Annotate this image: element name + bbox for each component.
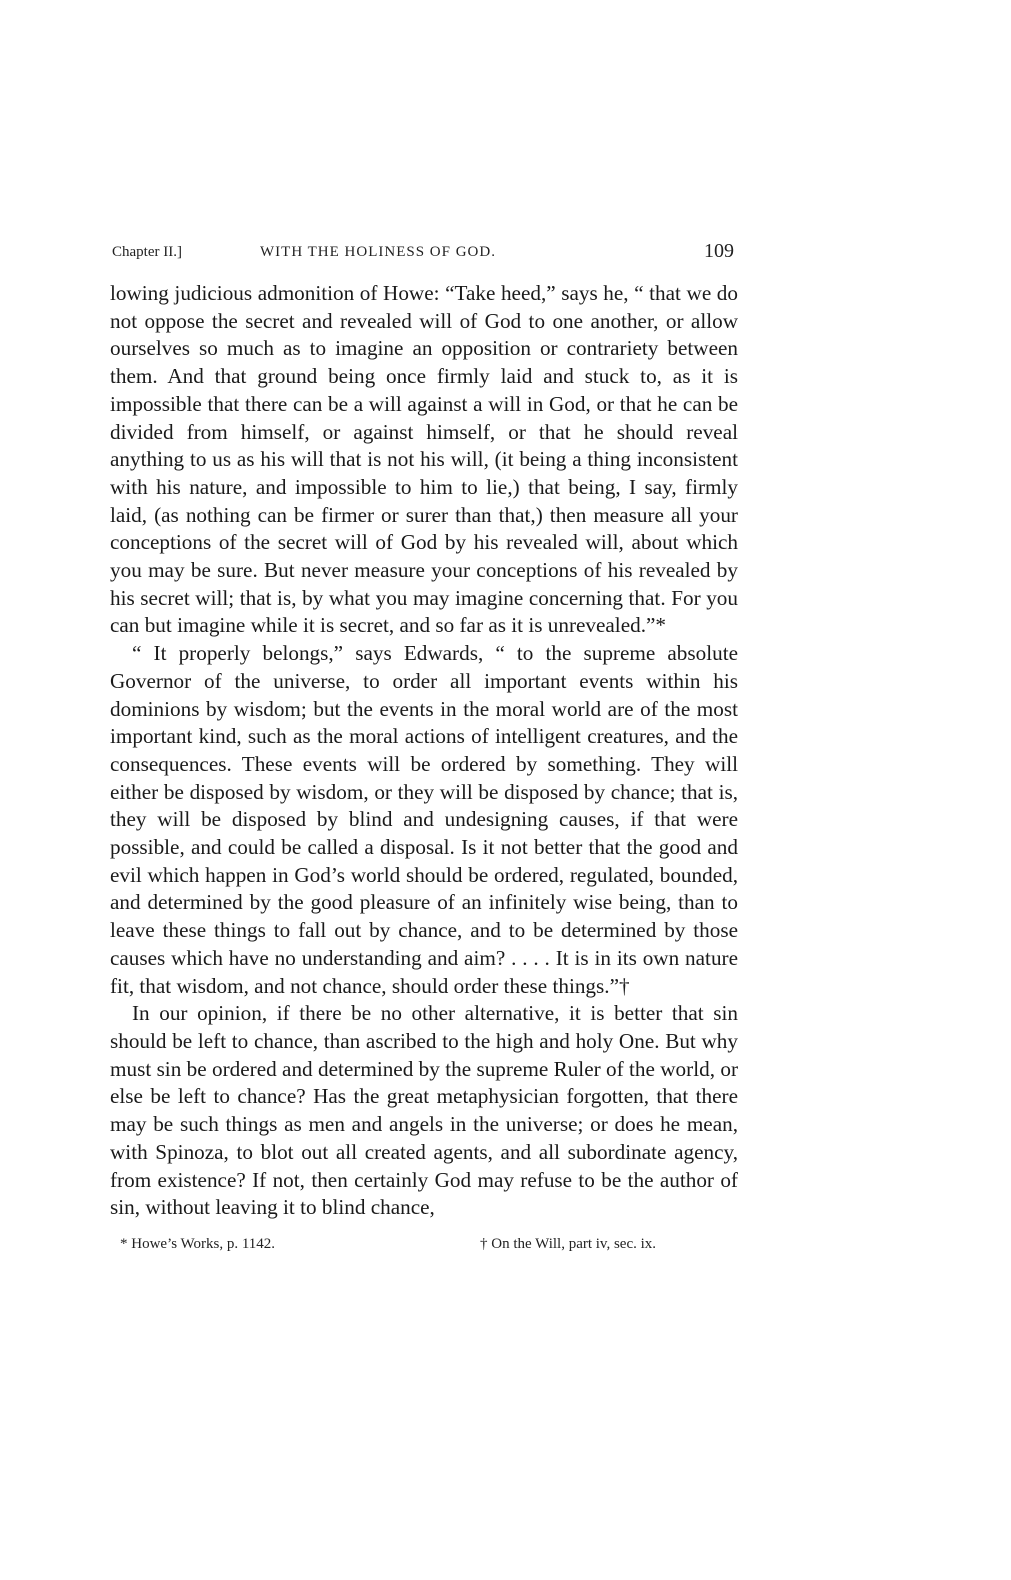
- paragraph-2: “ It properly belongs,” says Edwards, “ to the supreme absolute Governor of the universe, to order all important events within his dominions by wisdom; but the events in the moral world are of the most important kind, such as the moral actions of intelligent creatures, and the consequences. These events will be ordered by something. They will either be disposed by wisdom, or they will be disposed by chance; that is, they will be disposed by blind and undesigning causes, if that were possible, and could be called a disposal. Is it not better that the good and evil which happen in God’s world should be ordered, regulated, bounded, and determined by the good pleasure of an infinitely wise being, than to leave these things to fall out by chance, and to be determined by those causes which have no understanding and aim? . . . . It is in its own nature fit, that wisdom, and not chance, should order these things.”†: [110, 641, 738, 998]
- footnotes: [110, 1236, 738, 1258]
- body-text: [110, 280, 738, 1222]
- paragraph-3: In our opinion, if there be no other alternative, it is better that sin should be left to chance, than ascribed to the high and holy One. But why must sin be ordered and determined by the supreme Ruler of the world, or else be left to chance? Has the great metaphysician forgotten, that there may be such things as men and angels in the universe; or does he mean, with Spinoza, to blot out all created agents, and all subordinate agency, from existence? If not, then certainly God may refuse to be the author of sin, without leaving it to blind chance,: [110, 1001, 738, 1220]
- chapter-label: Chapter II.]: [112, 244, 182, 260]
- footnote-1: * Howe’s Works, p. 1142.: [120, 1235, 276, 1252]
- running-head: [110, 240, 738, 266]
- footnote-2: † On the Will, part iv, sec. ix.: [480, 1235, 657, 1252]
- running-title: WITH THE HOLINESS OF GOD.: [260, 244, 496, 260]
- page-number: 109: [704, 240, 734, 262]
- book-page: [110, 240, 738, 1258]
- paragraph-1: lowing judicious admonition of Howe: “Take heed,” says he, “ that we do not oppose the secret and revealed will of God to one another, or allow ourselves so much as to imagine an opposition or contrariety between them. And that ground being once firmly laid and stuck to, as it is impossible that there can be a will against a will in God, or that he can be divided from himself, or against himself, or that he should reveal anything to us as his will that is not his will, (it being a thing inconsistent with his nature, and impossible to him to lie,) that being, I say, firmly laid, (as nothing can be firmer or surer than that,) then measure all your conceptions of the secret will of God by his revealed will, about which you may be sure. But never measure your conceptions of his revealed by his secret will; that is, by what you may imagine concerning that. For you can but imagine while it is secret, and so far as it is unrevealed.”*: [110, 281, 738, 638]
